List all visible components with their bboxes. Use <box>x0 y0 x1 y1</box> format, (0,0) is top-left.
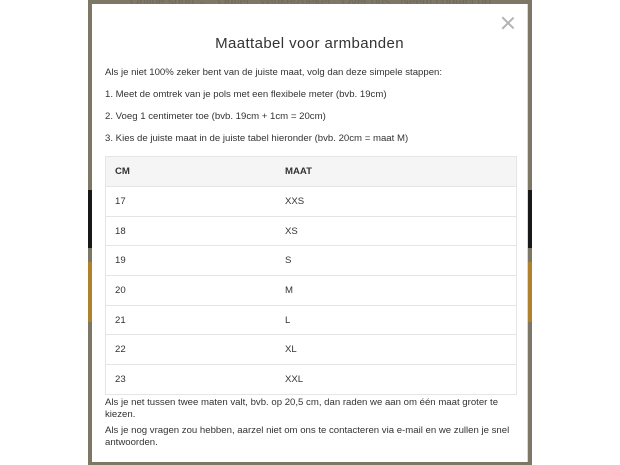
modal-title: Maattabel voor armbanden <box>215 35 404 52</box>
cm-cell: 22 <box>115 344 126 356</box>
table-row <box>106 275 516 305</box>
footer-notes <box>105 397 515 453</box>
table-row <box>106 216 516 246</box>
intro-text: Als je niet 100% zeker bent van de juiste maat, volg dan deze simpele stappen: <box>105 67 443 78</box>
cm-cell: 19 <box>115 255 126 267</box>
column-header-cm: CM <box>115 166 130 177</box>
maat-cell: XXL <box>285 373 304 385</box>
maat-cell: M <box>285 284 293 296</box>
table-row <box>106 334 516 364</box>
step-2: 2. Voeg 1 centimeter toe (bvb. 19cm + 1cm = 20cm) <box>105 111 326 122</box>
cm-cell: 17 <box>115 195 126 207</box>
table-row <box>106 186 516 216</box>
table-header-row <box>106 157 516 186</box>
footer-note-between-sizes: Als je net tussen twee maten valt, bvb. op 20,5 cm, dan raden we aan om één maat groter te kiezen. <box>105 397 499 420</box>
maat-cell: S <box>285 255 292 267</box>
table-row <box>106 245 516 275</box>
close-icon[interactable] <box>501 16 515 30</box>
size-table <box>105 156 517 395</box>
cm-cell: 21 <box>115 314 126 326</box>
maat-cell: XL <box>285 344 297 356</box>
maat-cell: XS <box>285 225 298 237</box>
maat-cell: L <box>285 314 291 326</box>
step-1: 1. Meet de omtrek van je pols met een flexibele meter (bvb. 19cm) <box>105 89 387 100</box>
column-header-maat: MAAT <box>285 166 312 177</box>
step-3: 3. Kies de juiste maat in de juiste tabel hieronder (bvb. 20cm = maat M) <box>105 133 409 144</box>
table-row <box>106 305 516 335</box>
table-row <box>106 364 516 394</box>
maat-cell: XXS <box>285 195 305 207</box>
size-chart-modal <box>92 4 528 462</box>
cm-cell: 18 <box>115 225 126 237</box>
cm-cell: 23 <box>115 373 126 385</box>
cm-cell: 20 <box>115 284 126 296</box>
footer-note-contact: Als je nog vragen zou hebben, aarzel niet om ons te contacteren via e-mail en we zullen je snel antwoorden. <box>105 425 510 448</box>
